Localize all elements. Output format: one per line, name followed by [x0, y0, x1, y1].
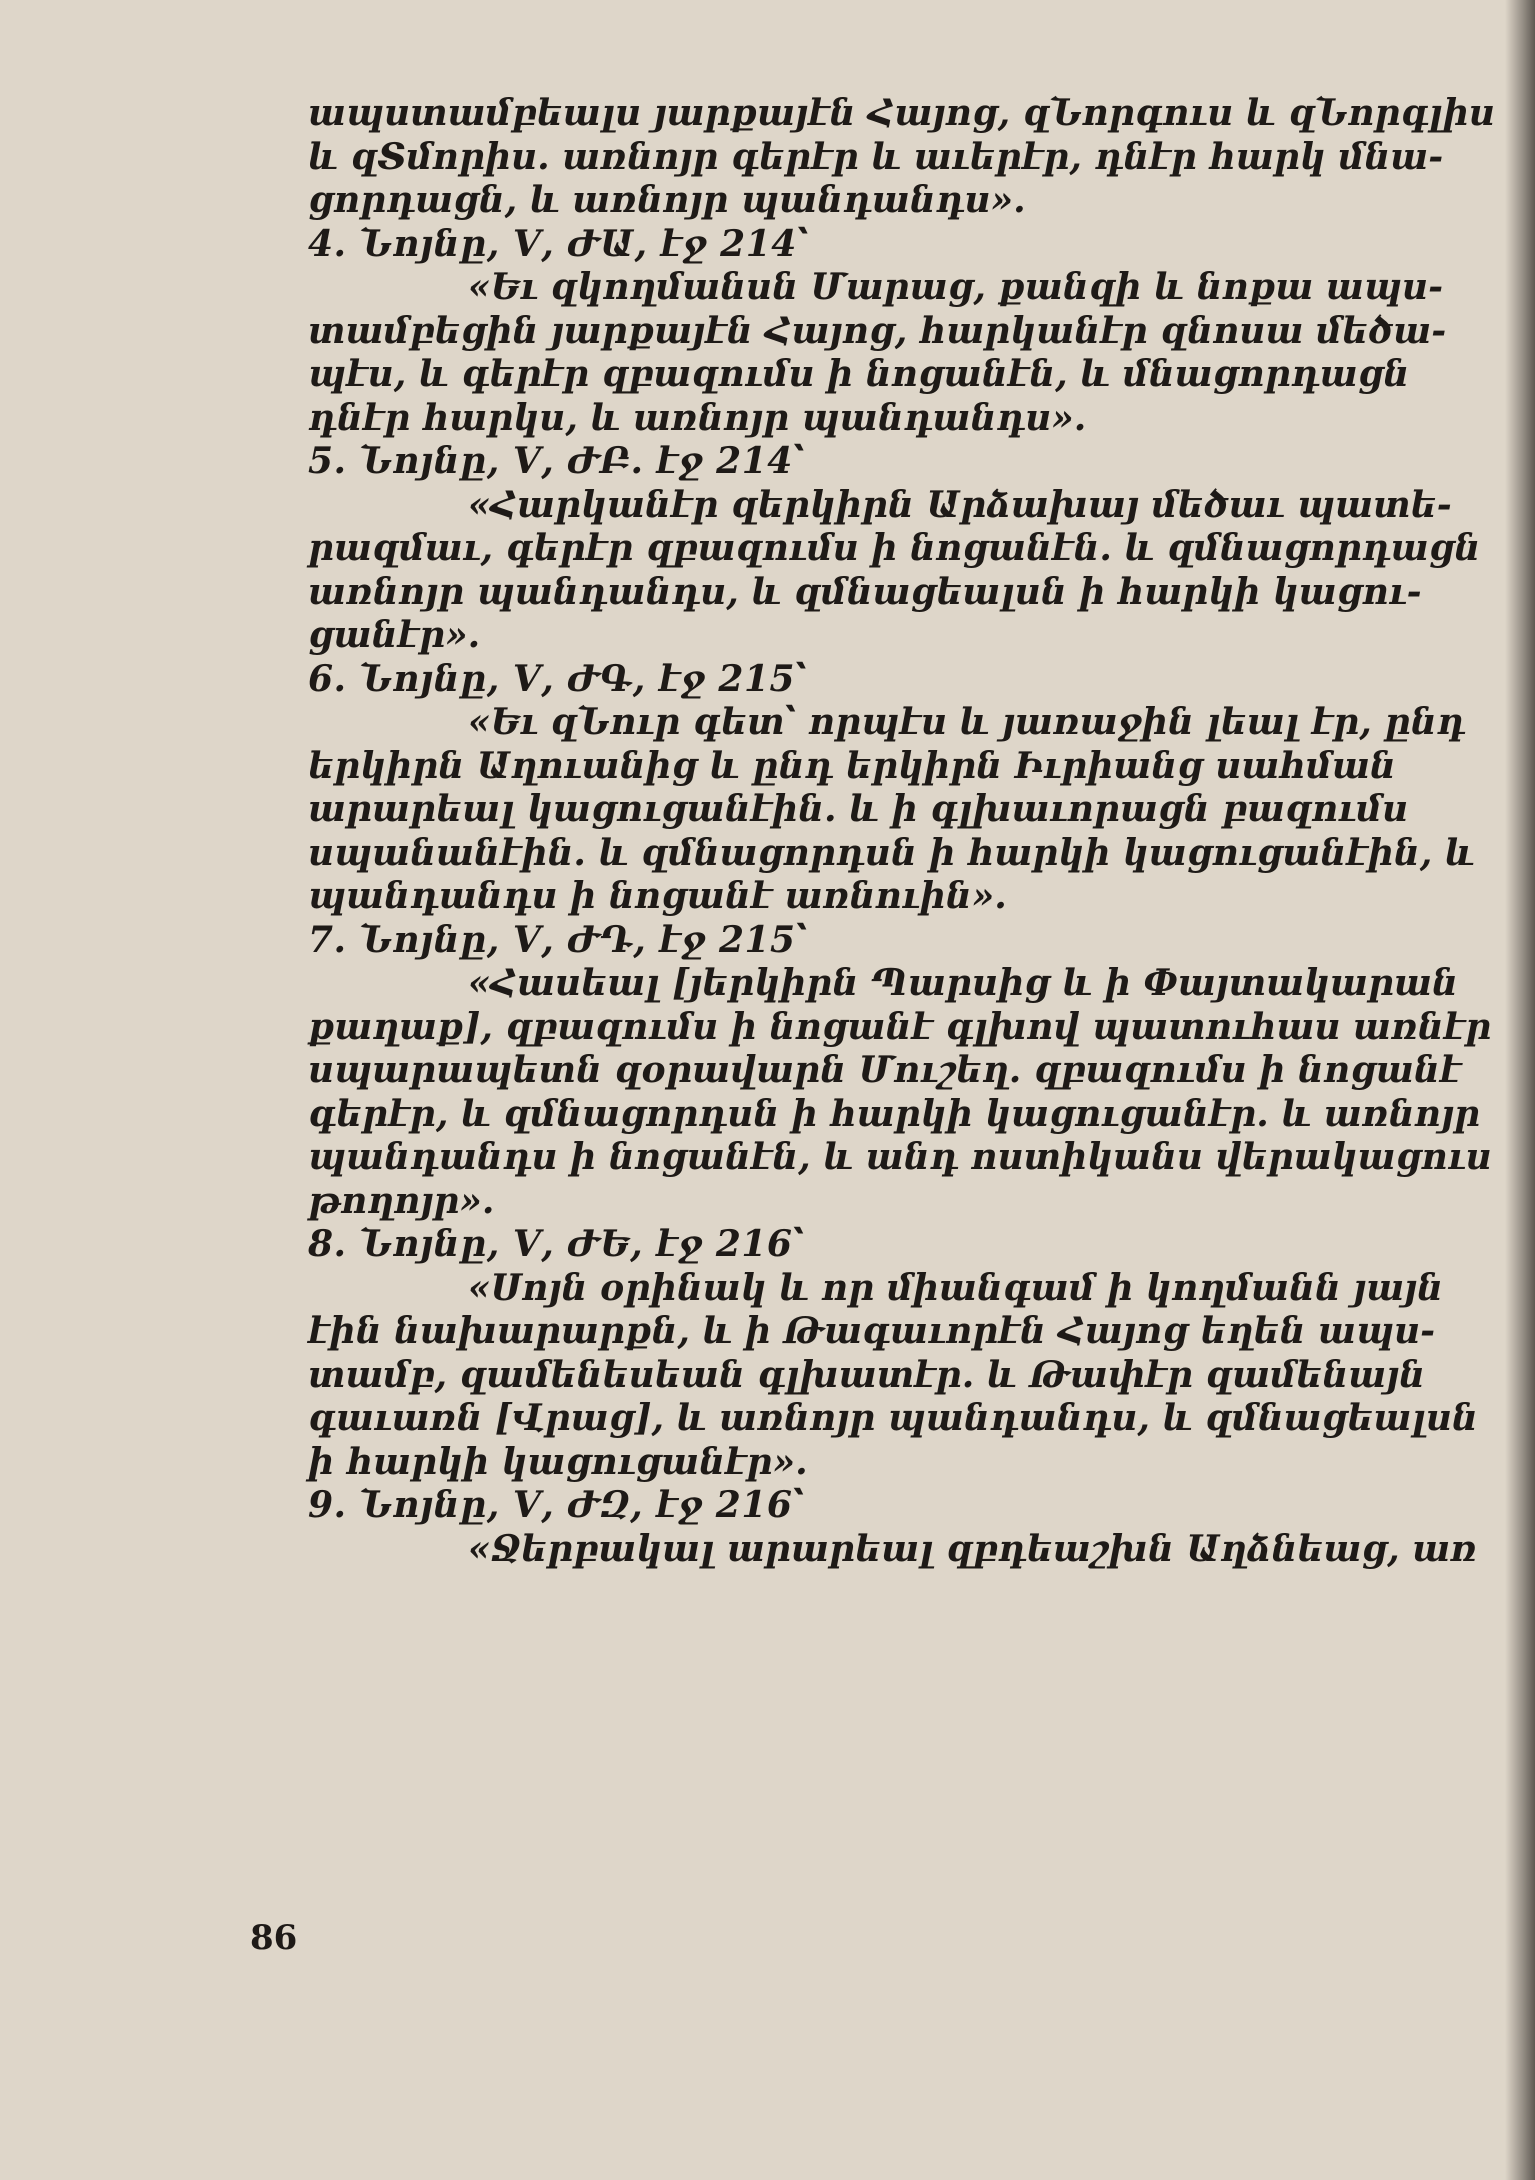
- citation-heading: 4. Նոյնը, Ⅴ, ԺԱ, էջ 214՝: [308, 222, 809, 265]
- citation-heading: 7. Նոյնը, Ⅴ, ԺԴ, էջ 215՝: [308, 918, 808, 961]
- quote-line: սպանանէին. և զմնացորդսն ի հարկի կացուցանէին, և: [308, 831, 1475, 874]
- quote-line: ի հարկի կացուցանէր»․: [308, 1440, 808, 1483]
- quote-line: թողոյր»․: [308, 1179, 495, 1222]
- quote-line: պանդանդս ի նոցանէ առնուին»․: [308, 875, 1007, 917]
- quote-line: գաւառն [Վրաց], և առնոյր պանդանդս, և զմնացեալսն: [308, 1397, 1478, 1439]
- quote-line: «Հասեալ [յերկիրն Պարսից և ի Փայտակարան: [468, 962, 1458, 1004]
- quote-line: տամբեցին յարքայէն Հայոց, հարկանէր զնոսա մեծա-: [308, 309, 1447, 352]
- page-number: 86: [250, 1918, 298, 1958]
- page-text: [308, 92, 1495, 1571]
- quote-line: առնոյր պանդանդս, և զմնացեալսն ի հարկի կացու-: [308, 570, 1422, 613]
- quote-line: գերէր, և զմնացորդսն ի հարկի կացուցանէր. և առնոյր: [308, 1092, 1481, 1135]
- quote-line: դնէր հարկս, և առնոյր պանդանդս»․: [308, 396, 1087, 439]
- quote-line: պանդանդս ի նոցանէն, և անդ ոստիկանս վերակացուս: [308, 1136, 1492, 1178]
- citation-heading: 6. Նոյնը, Ⅴ, ԺԳ, էջ 215՝: [308, 657, 808, 700]
- quote-line: քաղաք], զբազումս ի նոցանէ գլխով պատուհաս առնէր: [308, 1005, 1492, 1048]
- quote-line: «Եւ զՆուր գետ՝ որպէս և յառաջին լեալ էր, ընդ: [468, 701, 1466, 743]
- text-line: և զՏմորիս. առնոյր գերէր և աւերէր, դնէր հարկ մնա-: [308, 135, 1444, 178]
- quote-line: էին նախարարքն, և ի Թագաւորէն Հայոց եղեն ապս-: [308, 1310, 1436, 1352]
- quote-line: ցանէր»․: [308, 614, 481, 656]
- quote-line: «Ջերբակալ արարեալ զբդեաշխն Աղձնեաց, առ: [468, 1527, 1477, 1570]
- quote-line: տամբ, զամենեսեան գլխատէր. և Թափէր զամենայն: [308, 1353, 1426, 1396]
- quote-line: «Սոյն օրինակ և որ միանգամ ի կողմանն յայն: [468, 1266, 1443, 1309]
- quote-line: «Եւ զկողմանսն Մարաց, քանզի և նոքա ապս-: [468, 266, 1444, 308]
- citation-heading: 5. Նոյնը, Ⅴ, ԺԲ․ էջ 214՝: [308, 440, 805, 482]
- quote-line: սպարապետն զօրավարն Մուշեղ. զբազումս ի նոցանէ: [308, 1049, 1462, 1091]
- text-line: ապստամբեալս յարքայէն Հայոց, զՆորգուս և զՆորգլիս: [308, 92, 1495, 134]
- citation-heading: 9. Նոյնը, Ⅴ, ԺԶ, էջ 216՝: [308, 1484, 805, 1526]
- quote-line: պէս, և գերէր զբազումս ի նոցանէն, և մնացորդացն: [308, 353, 1410, 395]
- text-line: ցորդացն, և առնոյր պանդանդս»․: [308, 179, 1026, 221]
- citation-heading: 8. Նոյնը, Ⅴ, ԺԵ, էջ 216՝: [308, 1223, 805, 1265]
- quote-line: րազմաւ, գերէր զբազումս ի նոցանէն. և զմնացորդացն: [308, 527, 1481, 569]
- quote-line: արարեալ կացուցանէին. և ի գլխաւորացն բազումս: [308, 788, 1409, 830]
- quote-line: երկիրն Աղուանից և ընդ երկիրն Իւրիանց սահման: [308, 744, 1396, 787]
- quote-line: «Հարկանէր զերկիրն Արձախայ մեծաւ պատե-: [468, 483, 1452, 526]
